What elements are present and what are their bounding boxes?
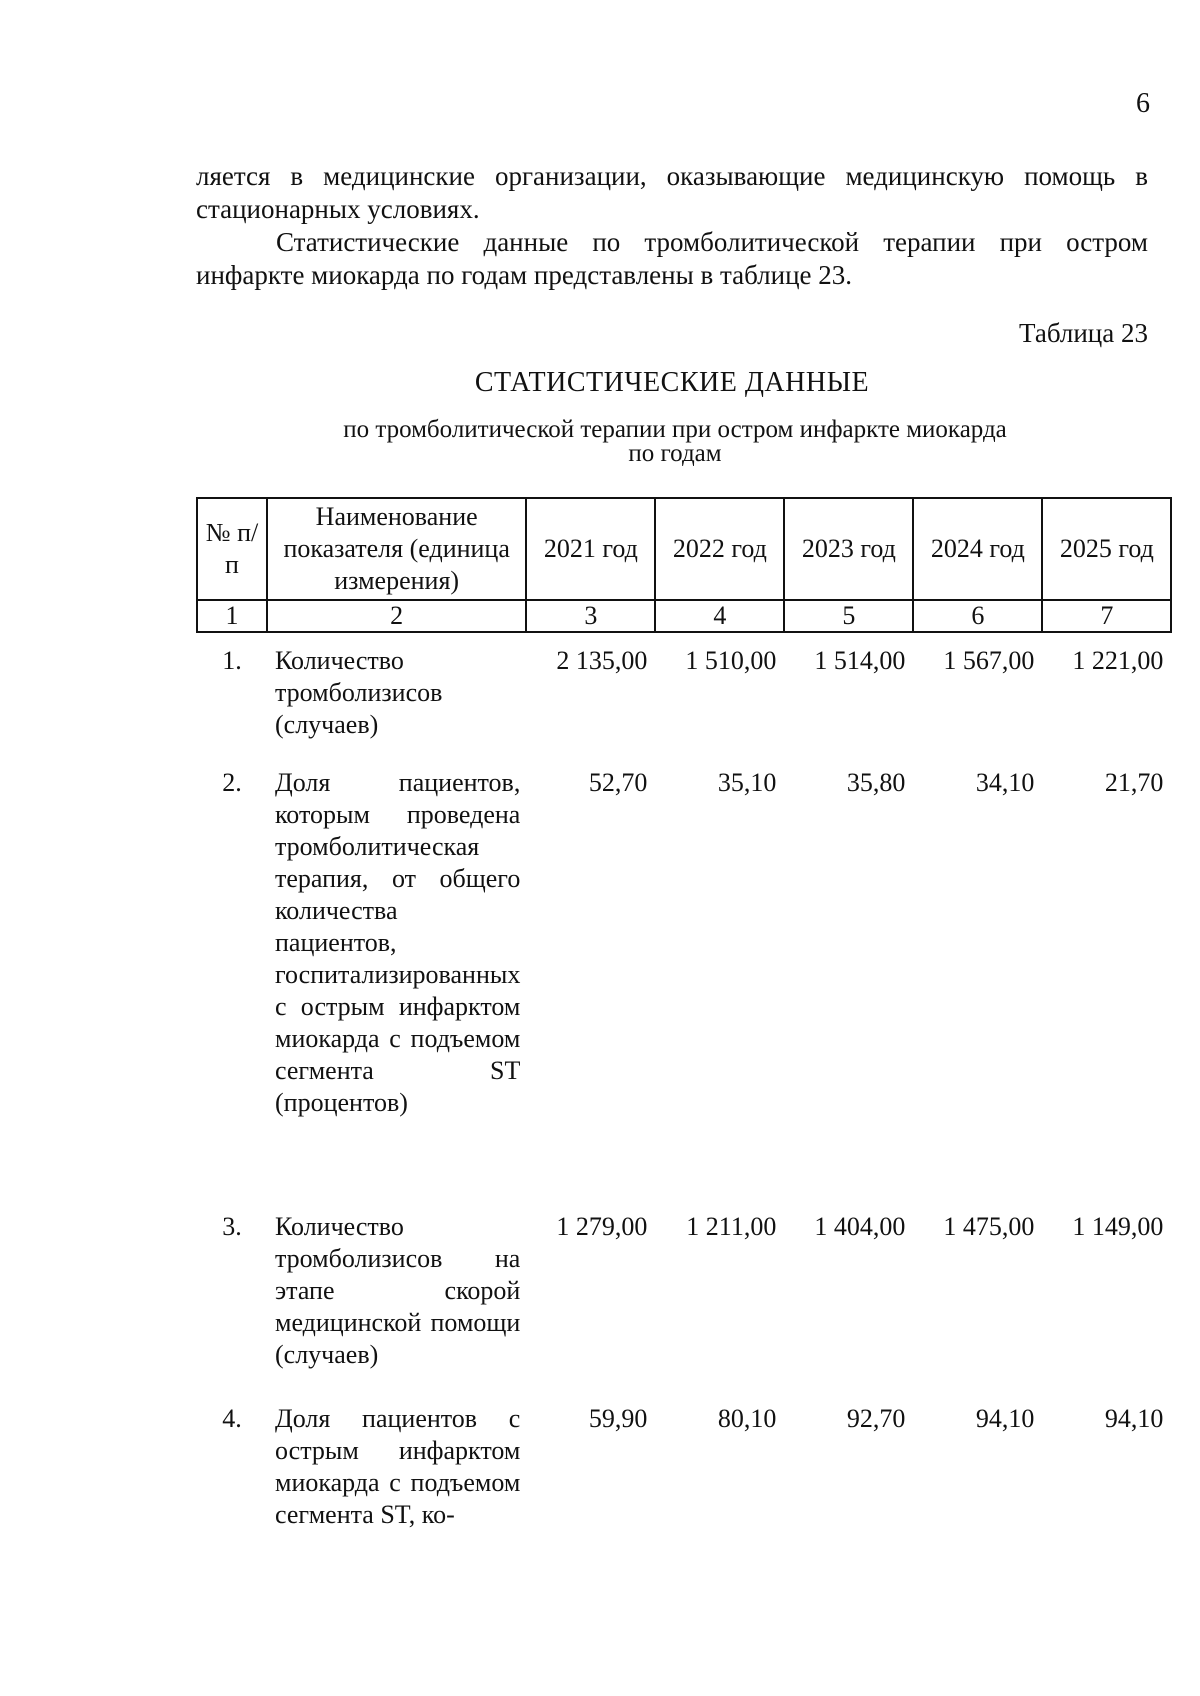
value-2023: 92,70: [846, 1404, 906, 1433]
table-row: [197, 755, 1171, 1199]
value-2024: 94,10: [975, 1404, 1035, 1433]
value-2021: 59,90: [588, 1404, 648, 1433]
header-year-2024: 2024 год: [913, 498, 1042, 600]
value-2024: 34,10: [975, 768, 1035, 797]
value-2023: 1 514,00: [814, 646, 906, 675]
value-2021: 2 135,00: [556, 646, 648, 675]
header-year-2023: 2023 год: [784, 498, 913, 600]
header-year-2021: 2021 год: [526, 498, 655, 600]
statistics-table: [196, 497, 1172, 1573]
header-year-2022: 2022 год: [655, 498, 784, 600]
table-subtitle-line-1: по тромболитической терапии при остром инфаркте миокарда: [343, 416, 1007, 443]
value-2022: 80,10: [717, 1404, 777, 1433]
value-2022: 1 211,00: [686, 1212, 777, 1241]
column-number: 1: [197, 600, 267, 632]
value-2021: 52,70: [588, 768, 648, 797]
value-2023: 35,80: [846, 768, 906, 797]
value-2023: 1 404,00: [814, 1212, 906, 1241]
table-row: [197, 1391, 1171, 1573]
row-index: 4.: [222, 1404, 242, 1433]
column-number-row: [197, 600, 1171, 632]
table-header-row: [197, 498, 1171, 600]
row-index: 3.: [222, 1212, 242, 1241]
table-number: Таблица 23: [1019, 318, 1148, 348]
column-number: 5: [784, 600, 913, 632]
value-2025: 21,70: [1104, 768, 1164, 797]
row-index: 2.: [222, 768, 242, 797]
paragraph-1: ляется в медицинские организации, оказывающие медицинскую помощь в стационарных условиях.: [196, 161, 1148, 224]
table-subtitle: [260, 418, 1090, 466]
value-2022: 1 510,00: [685, 646, 777, 675]
body-text: [196, 160, 1148, 292]
page-number: 6: [1136, 88, 1150, 119]
table-title: СТАТИСТИЧЕСКИЕ ДАННЫЕ: [474, 367, 870, 398]
value-2025: 1 221,00: [1072, 646, 1164, 675]
column-number: 6: [913, 600, 1042, 632]
table-row: [197, 1199, 1171, 1391]
row-indicator-name: Доля пациентов с острым инфарктом миокарда с подъемом сегмента ST, ко-: [275, 1404, 521, 1529]
value-2025: 94,10: [1104, 1404, 1164, 1433]
column-number: 2: [267, 600, 526, 632]
row-indicator-name: Количество тромболизисов на этапе скорой медицинской помощи (случаев): [275, 1212, 521, 1369]
header-year-2025: 2025 год: [1042, 498, 1171, 600]
column-number: 4: [655, 600, 784, 632]
column-number: 7: [1042, 600, 1171, 632]
value-2025: 1 149,00: [1072, 1212, 1164, 1241]
value-2022: 35,10: [717, 768, 777, 797]
column-number: 3: [526, 600, 655, 632]
row-index: 1.: [222, 646, 242, 675]
value-2021: 1 279,00: [556, 1212, 648, 1241]
header-indicator-name: Наименование показателя (единица измерения): [267, 498, 526, 600]
table-subtitle-line-2: по годам: [628, 440, 722, 467]
table-row: [197, 632, 1171, 755]
paragraph-2: Статистические данные по тромболитической терапии при остром инфаркте миокарда по годам представлены в таблице 23.: [196, 227, 1148, 290]
row-indicator-name: Количество тромболизисов (случаев): [275, 646, 443, 739]
row-indicator-name: Доля пациентов, которым проведена тромболитическая терапия, от общего количества пациентов, госпитализированных с острым инфарктом миокарда с подъемом сегмента ST (процентов): [275, 768, 521, 1117]
value-2024: 1 475,00: [943, 1212, 1035, 1241]
value-2024: 1 567,00: [943, 646, 1035, 675]
header-number: № п/п: [197, 498, 267, 600]
